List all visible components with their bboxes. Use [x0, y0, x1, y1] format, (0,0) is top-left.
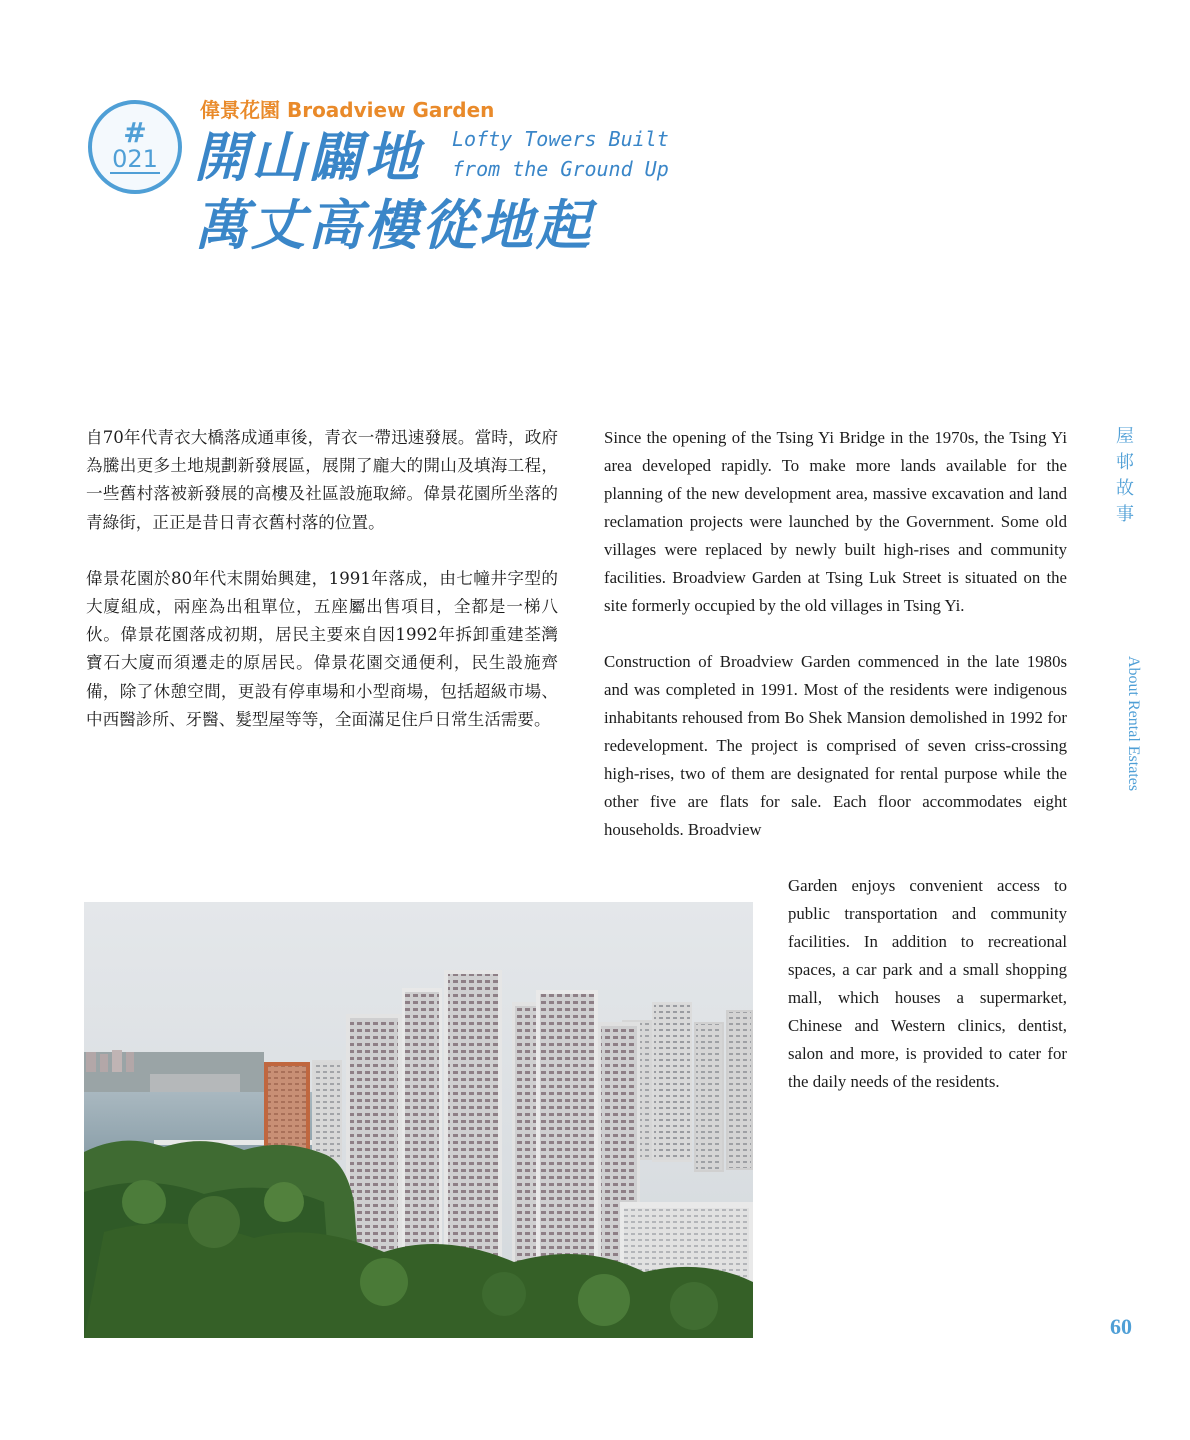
body-text-zh	[86, 424, 558, 762]
page-number: 60	[1110, 1314, 1132, 1339]
paragraph-en-1: Since the opening of the Tsing Yi Bridge in the 1970s, the Tsing Yi area developed rapidly. To make more lands available for the planning of the new development area, massive excavation and land reclamation projects were launched by the Government. Some old villages were replaced by newly built high-rises and community facilities. Broadview Garden at Tsing Luk Street is situated on the site formerly occupied by the old villages in Tsing Yi.	[604, 428, 1067, 615]
badge-hash: #	[123, 116, 147, 149]
body-text-en-continued	[788, 872, 1067, 1096]
estate-photo	[84, 902, 753, 1338]
page-title-en: Lofty Towers Built from the Ground Up	[452, 127, 669, 181]
estate-subtitle: 偉景花園 Broadview Garden	[200, 98, 495, 122]
section-label-en: About Rental Estates	[1125, 656, 1142, 792]
badge-number: 021	[112, 145, 158, 173]
paragraph-zh-2: 偉景花園於80年代末開始興建，1991年落成，由七幢井字型的大廈組成，兩座為出租單位，五座屬出售項目，全都是一梯八伙。偉景花園落成初期，居民主要來自因1992年拆卸重建荃灣寶石大廈而須遷走的原居民。偉景花園交通便利，民生設施齊備，除了休憩空間，更設有停車場和小型商場，包括超級市場、中西醫診所、牙醫、髮型屋等等，全面滿足住戶日常生活需要。	[86, 568, 558, 729]
paragraph-en-3: Garden enjoys convenient access to public transportation and community facilities. In addition to recreational spaces, a car park and a small shopping mall, which houses a supermarket, Chinese and Western clinics, dentist, salon and more, is provided to cater for the daily needs of the residents.	[788, 876, 1067, 1091]
paragraph-en-2: Construction of Broadview Garden commenced in the late 1980s and was completed in 1991. Most of the residents were indigenous inhabitants rehoused from Bo Shek Mansion demolished in 1992 for redevelopment. The project is comprised of seven criss-crossing high-rises, two of them are designated for rental purpose while the other five are flats for sale. Each floor accommodates eight households. Broadview	[604, 652, 1067, 839]
estate-number-badge	[88, 100, 182, 194]
paragraph-zh-1: 自70年代青衣大橋落成通車後，青衣一帶迅速發展。當時，政府為騰出更多土地規劃新發展區，展開了龐大的開山及填海工程，一些舊村落被新發展的高樓及社區設施取締。偉景花園所坐落的青綠街，正正是昔日青衣舊村落的位置。	[86, 428, 558, 532]
title-zh-line1: 開山闢地	[194, 126, 422, 189]
broadview-garden-photo-illustration	[84, 902, 753, 1338]
body-text-en	[604, 424, 1067, 872]
title-zh-line2: 萬丈高樓從地起	[194, 194, 593, 257]
section-label-zh: 屋邨故事	[1116, 426, 1134, 525]
